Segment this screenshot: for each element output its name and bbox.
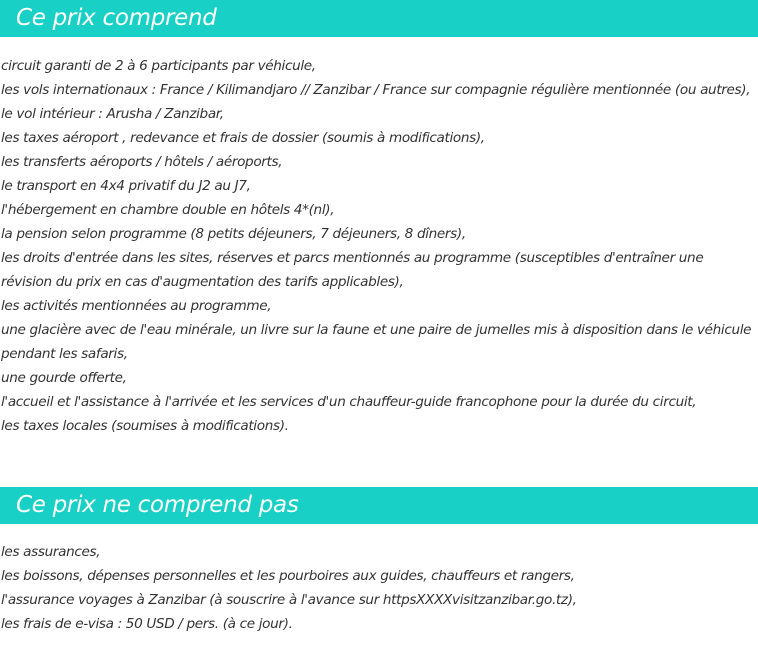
list-item: les vols internationaux : France / Kilimandjaro // Zanzibar / France sur compagnie régulière mentionnée (ou autres), [1,82,751,98]
list-item: une glacière avec de l'eau minérale, un livre sur la faune et une paire de jumelles mis à disposition dans le véhicule pendant les safaris, [1,322,752,362]
list-item: les assurances, [1,544,101,560]
price-includes-list [0,54,758,438]
price-includes-title: Ce prix comprend [16,5,217,31]
price-excludes-title: Ce prix ne comprend pas [16,492,299,518]
list-item: les boissons, dépenses personnelles et les pourboires aux guides, chauffeurs et rangers, [1,568,575,584]
list-item: le transport en 4x4 privatif du J2 au J7, [1,178,251,194]
list-item: l'assurance voyages à Zanzibar (à souscrire à l'avance sur httpsXXXXvisitzanzibar.go.tz), [1,592,577,608]
list-item: les transferts aéroports / hôtels / aéroports, [1,154,283,170]
list-item: les taxes aéroport , redevance et frais de dossier (soumis à modifications), [1,130,485,146]
list-item: l'accueil et l'assistance à l'arrivée et les services d'un chauffeur-guide francophone pour la durée du circuit, [1,394,697,410]
list-item: une gourde offerte, [1,370,127,386]
list-item: la pension selon programme (8 petits déjeuners, 7 déjeuners, 8 dîners), [1,226,466,242]
price-excludes-section [0,487,758,636]
list-item: les frais de e-visa : 50 USD / pers. (à ce jour). [1,616,293,632]
list-item: les activités mentionnées au programme, [1,298,272,314]
list-item: les taxes locales (soumises à modifications). [1,418,289,434]
list-item: les droits d'entrée dans les sites, réserves et parcs mentionnés au programme (susceptibles d'entraîner une révision du prix en cas d'augmentation des tarifs applicables), [1,250,704,290]
price-excludes-header [0,487,758,524]
list-item: le vol intérieur : Arusha / Zanzibar, [1,106,224,122]
price-includes-header [0,0,758,37]
list-item: l'hébergement en chambre double en hôtels 4*(nl), [1,202,335,218]
price-excludes-list [0,540,758,636]
list-item: circuit garanti de 2 à 6 participants par véhicule, [1,58,316,74]
